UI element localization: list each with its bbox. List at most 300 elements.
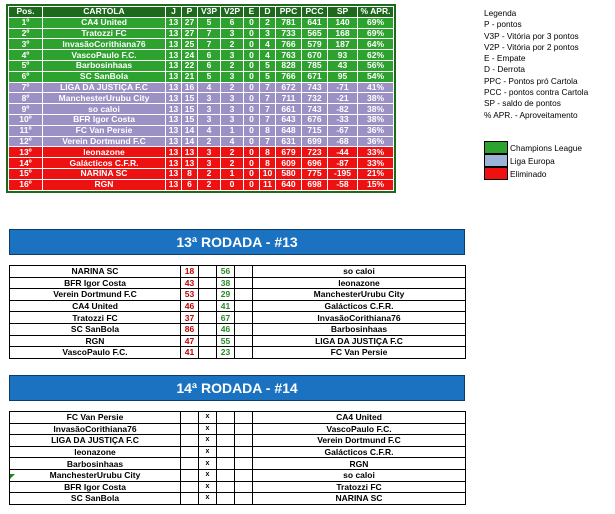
header-v3p: V3P [198,7,221,18]
standings-cell-v2p: 6 [221,17,244,28]
standings-cell-pos: 10º [9,114,43,125]
score-gap [235,493,253,505]
round13-body [10,266,466,359]
match-row [10,323,466,335]
away-team: leonazone [253,277,466,289]
europa-swatch [484,154,508,167]
standings-cell-v2p: 3 [221,93,244,104]
header-pcc: PCC [302,7,328,18]
standings-row [9,50,394,61]
home-team: InvasãoCorithiana76 [10,423,181,435]
standings-cell-j: 13 [166,50,182,61]
standings-cell-v2p: 3 [221,104,244,115]
standings-cell-v2p: 0 [221,179,244,190]
standings-cell-e: 0 [244,50,260,61]
score-gap [235,446,253,458]
standings-cell-sp: -195 [328,168,358,179]
header-pos: Pos. [9,7,43,18]
standings-cell-apr: 36% [358,136,394,147]
standings-cell-pos: 2º [9,28,43,39]
match-row [10,335,466,347]
standings-cell-apr: 15% [358,179,394,190]
home-team: LIGA DA JUSTIÇA F.C [10,435,181,447]
home-score: 18 [181,266,199,278]
away-team: VascoPaulo F.C. [253,423,466,435]
standings-cell-ppc: 643 [276,114,302,125]
standings-cell-team: ManchesterUrubu City [43,93,166,104]
away-score: 29 [217,289,235,301]
standings-cell-pos: 4º [9,50,43,61]
standings-cell-d: 7 [260,136,276,147]
versus-separator: x [199,423,217,435]
standings-cell-pcc: 670 [302,50,328,61]
legend-line: PCC - pontos contra Cartola [484,87,589,98]
match-row [10,493,466,505]
away-score: 67 [217,312,235,324]
score-gap [199,300,217,312]
home-score: 41 [181,347,199,359]
standings-cell-d: 8 [260,158,276,169]
away-score: 38 [217,277,235,289]
home-score [181,481,199,493]
home-score: 53 [181,289,199,301]
standings-cell-p: 8 [182,168,198,179]
standings-cell-d: 4 [260,39,276,50]
standings-cell-p: 16 [182,82,198,93]
standings-body [9,17,394,190]
standings-cell-d: 5 [260,71,276,82]
home-team: FC Van Persie [10,412,181,424]
standings-cell-ppc: 711 [276,93,302,104]
standings-cell-pcc: 676 [302,114,328,125]
away-score [217,446,235,458]
standings-cell-v2p: 1 [221,125,244,136]
standings-cell-sp: -33 [328,114,358,125]
header-p: P [182,7,198,18]
standings-cell-ppc: 580 [276,168,302,179]
standings-cell-sp: -21 [328,93,358,104]
standings-cell-team: so caloi [43,104,166,115]
standings-cell-sp: -44 [328,147,358,158]
score-gap [235,266,253,278]
standings-cell-j: 13 [166,125,182,136]
round14-table [9,411,466,505]
champions-swatch [484,141,508,154]
standings-cell-v3p: 4 [198,82,221,93]
home-team: CA4 United [10,300,181,312]
match-row [10,412,466,424]
standings-cell-pcc: 743 [302,82,328,93]
standings-cell-d: 2 [260,17,276,28]
standings-cell-ppc: 631 [276,136,302,147]
away-score [217,493,235,505]
standings-cell-v2p: 1 [221,168,244,179]
zone-europa [484,154,582,167]
standings-row [9,114,394,125]
eliminated-swatch [484,167,508,180]
standings-cell-v3p: 3 [198,147,221,158]
standings-cell-v3p: 5 [198,71,221,82]
away-team: so caloi [253,266,466,278]
standings-cell-p: 6 [182,179,198,190]
standings-cell-p: 13 [182,158,198,169]
standings-cell-e: 0 [244,17,260,28]
round13-banner: 13ª RODADA - #13 [9,229,465,255]
standings-cell-j: 13 [166,28,182,39]
score-gap [199,289,217,301]
home-team: Tratozzi FC [10,312,181,324]
standings-cell-j: 13 [166,17,182,28]
standings-cell-apr: 36% [358,125,394,136]
standings-cell-j: 13 [166,104,182,115]
legend-line: V3P - Vitória por 3 pontos [484,30,579,41]
standings-cell-v3p: 6 [198,50,221,61]
match-row [10,266,466,278]
versus-separator: x [199,469,217,481]
standings-cell-d: 3 [260,28,276,39]
header-cartola: CARTOLA [43,7,166,18]
home-score: 43 [181,277,199,289]
legend-line: SP - saldo de pontos [484,98,561,109]
standings-cell-e: 0 [244,82,260,93]
home-team: Barbosinhaas [10,458,181,470]
standings-cell-pos: 3º [9,39,43,50]
score-gap [235,323,253,335]
standings-row [9,28,394,39]
home-score [181,493,199,505]
away-score [217,435,235,447]
standings-cell-e: 0 [244,136,260,147]
standings-cell-v2p: 2 [221,158,244,169]
away-team: Galácticos C.F.R. [253,300,466,312]
standings-cell-sp: 43 [328,60,358,71]
standings-cell-ppc: 661 [276,104,302,115]
score-gap [235,335,253,347]
header-apr: % APR. [358,7,394,18]
away-score: 41 [217,300,235,312]
standings-cell-sp: 168 [328,28,358,39]
header-d: D [260,7,276,18]
home-score [181,435,199,447]
standings-row [9,136,394,147]
standings-cell-sp: 187 [328,39,358,50]
standings-cell-p: 27 [182,28,198,39]
score-gap [235,347,253,359]
standings-cell-p: 21 [182,71,198,82]
header-sp: SP [328,7,358,18]
away-score [217,458,235,470]
standings-cell-apr: 38% [358,104,394,115]
away-team: Galácticos C.F.R. [253,446,466,458]
standings-cell-pos: 12º [9,136,43,147]
home-team: leonazone [10,446,181,458]
standings-cell-e: 0 [244,71,260,82]
standings-cell-j: 13 [166,114,182,125]
match-row [10,277,466,289]
away-team: RGN [253,458,466,470]
legend-line: D - Derrota [484,64,526,75]
standings-cell-v2p: 2 [221,39,244,50]
standings-cell-pcc: 785 [302,60,328,71]
standings-table [8,6,394,191]
score-gap [235,435,253,447]
standings-cell-team: leonazone [43,147,166,158]
standings-cell-v2p: 3 [221,28,244,39]
standings-cell-p: 15 [182,104,198,115]
legend-title: Legenda [484,8,517,18]
standings-cell-pcc: 699 [302,136,328,147]
score-gap [199,277,217,289]
standings-cell-j: 13 [166,168,182,179]
score-gap [235,289,253,301]
standings-cell-apr: 38% [358,114,394,125]
match-row [10,458,466,470]
standings-cell-v3p: 4 [198,125,221,136]
home-score: 47 [181,335,199,347]
standings-cell-v2p: 2 [221,147,244,158]
standings-cell-v3p: 2 [198,179,221,190]
away-score: 46 [217,323,235,335]
home-team: Verein Dortmund F.C [10,289,181,301]
standings-cell-v3p: 3 [198,93,221,104]
standings-cell-j: 13 [166,71,182,82]
standings-cell-ppc: 672 [276,82,302,93]
versus-separator: x [199,458,217,470]
standings-cell-ppc: 763 [276,50,302,61]
away-team: Barbosinhaas [253,323,466,335]
standings-cell-v3p: 2 [198,168,221,179]
standings-cell-team: Verein Dortmund F.C [43,136,166,147]
standings-row [9,168,394,179]
standings-cell-e: 0 [244,158,260,169]
match-row [10,435,466,447]
standings-cell-j: 13 [166,136,182,147]
standings-cell-pos: 7º [9,82,43,93]
standings-cell-p: 22 [182,60,198,71]
standings-cell-sp: 95 [328,71,358,82]
standings-cell-e: 0 [244,60,260,71]
zone-label: Eliminado [510,168,547,179]
score-gap [199,323,217,335]
standings-cell-apr: 33% [358,147,394,158]
score-gap [199,266,217,278]
standings-cell-pcc: 641 [302,17,328,28]
standings-cell-e: 0 [244,114,260,125]
away-score: 23 [217,347,235,359]
standings-cell-apr: 54% [358,71,394,82]
standings-cell-pos: 16º [9,179,43,190]
home-team: NARINA SC [10,266,181,278]
home-team: VascoPaulo F.C. [10,347,181,359]
legend-line: PPC - Pontos pró Cartola [484,75,578,86]
standings-cell-e: 0 [244,28,260,39]
standings-cell-v2p: 3 [221,50,244,61]
legend [484,8,612,121]
header-e: E [244,7,260,18]
standings-cell-pos: 15º [9,168,43,179]
score-gap [235,469,253,481]
standings-cell-e: 0 [244,39,260,50]
standings-row [9,17,394,28]
standings-cell-team: Tratozzi FC [43,28,166,39]
home-team: ManchesterUrubu City [10,469,181,481]
standings-cell-apr: 64% [358,39,394,50]
standings-cell-d: 10 [260,168,276,179]
standings-cell-d: 5 [260,60,276,71]
standings-cell-apr: 56% [358,60,394,71]
versus-separator: x [199,481,217,493]
standings-cell-apr: 41% [358,82,394,93]
away-score [217,412,235,424]
standings-cell-apr: 69% [358,28,394,39]
standings-cell-pcc: 579 [302,39,328,50]
standings-cell-apr: 62% [358,50,394,61]
away-team: ManchesterUrubu City [253,289,466,301]
standings-cell-pcc: 732 [302,93,328,104]
standings-cell-v3p: 7 [198,39,221,50]
standings-cell-sp: -87 [328,158,358,169]
match-row [10,300,466,312]
score-gap [235,423,253,435]
standings-cell-pos: 11º [9,125,43,136]
legend-line: % APR. - Aproveitamento [484,109,578,120]
away-team: Tratozzi FC [253,481,466,493]
home-score: 46 [181,300,199,312]
score-gap [235,481,253,493]
standings-cell-team: InvasãoCorithiana76 [43,39,166,50]
standings-cell-v2p: 4 [221,136,244,147]
standings-cell-e: 0 [244,147,260,158]
legend-line: E - Empate [484,53,526,64]
standings-cell-ppc: 648 [276,125,302,136]
standings-cell-team: VascoPaulo F.C. [43,50,166,61]
standings-cell-sp: 140 [328,17,358,28]
standings-header-row [9,7,394,18]
standings-cell-ppc: 828 [276,60,302,71]
standings-cell-pcc: 743 [302,104,328,115]
score-gap [199,335,217,347]
standings-cell-d: 7 [260,93,276,104]
standings-cell-p: 24 [182,50,198,61]
standings-cell-ppc: 781 [276,17,302,28]
standings-cell-p: 27 [182,17,198,28]
standings-cell-j: 13 [166,158,182,169]
standings-cell-apr: 21% [358,168,394,179]
cell-comment-marker [10,474,15,479]
standings-cell-ppc: 609 [276,158,302,169]
versus-separator: x [199,493,217,505]
legend-line: V2P - Vitória por 2 pontos [484,41,579,52]
standings-cell-team: Galácticos C.F.R. [43,158,166,169]
home-team: SC SanBola [10,323,181,335]
zone-champions [484,141,582,154]
away-score [217,423,235,435]
standings-cell-ppc: 679 [276,147,302,158]
home-score [181,423,199,435]
away-team: FC Van Persie [253,347,466,359]
standings-cell-v3p: 6 [198,60,221,71]
standings-cell-team: FC Van Persie [43,125,166,136]
home-score: 86 [181,323,199,335]
away-team: so caloi [253,469,466,481]
round14-banner: 14ª RODADA - #14 [9,375,465,401]
standings-cell-p: 14 [182,125,198,136]
standings-cell-p: 15 [182,114,198,125]
standings-cell-pos: 1º [9,17,43,28]
standings-cell-v2p: 2 [221,82,244,93]
away-score: 56 [217,266,235,278]
standings-cell-pos: 14º [9,158,43,169]
standings-cell-v3p: 3 [198,158,221,169]
standings-cell-d: 8 [260,147,276,158]
away-team: NARINA SC [253,493,466,505]
score-gap [235,458,253,470]
standings-row [9,147,394,158]
standings-cell-j: 13 [166,82,182,93]
home-score [181,458,199,470]
standings-cell-v3p: 2 [198,136,221,147]
round14-body [10,412,466,505]
standings-cell-e: 0 [244,93,260,104]
versus-separator: x [199,435,217,447]
standings-cell-e: 0 [244,125,260,136]
match-row [10,446,466,458]
away-score: 55 [217,335,235,347]
standings-cell-apr: 33% [358,158,394,169]
standings-cell-v3p: 3 [198,104,221,115]
standings-cell-team: BFR Igor Costa [43,114,166,125]
standings-cell-pcc: 715 [302,125,328,136]
away-team: CA4 United [253,412,466,424]
standings-cell-team: CA4 United [43,17,166,28]
standings-row [9,93,394,104]
score-gap [235,300,253,312]
standings-cell-sp: -67 [328,125,358,136]
away-score [217,481,235,493]
home-team: BFR Igor Costa [10,481,181,493]
score-gap [199,347,217,359]
standings-cell-pos: 13º [9,147,43,158]
standings-cell-j: 13 [166,179,182,190]
standings-row [9,71,394,82]
home-score: 37 [181,312,199,324]
versus-separator: x [199,446,217,458]
home-team: RGN [10,335,181,347]
header-j: J [166,7,182,18]
standings-row [9,125,394,136]
match-row [10,312,466,324]
standings-cell-d: 4 [260,50,276,61]
standings-cell-ppc: 733 [276,28,302,39]
match-row [10,289,466,301]
match-row [10,469,466,481]
standings-cell-p: 15 [182,93,198,104]
score-gap [199,312,217,324]
score-gap [235,312,253,324]
standings-cell-sp: -71 [328,82,358,93]
away-team: LIGA DA JUSTIÇA F.C [253,335,466,347]
standings-cell-e: 0 [244,104,260,115]
standings-cell-d: 8 [260,125,276,136]
header-ppc: PPC [276,7,302,18]
away-team: Verein Dortmund F.C [253,435,466,447]
standings-cell-j: 13 [166,60,182,71]
versus-separator: x [199,412,217,424]
standings-cell-sp: -82 [328,104,358,115]
standings-cell-e: 0 [244,179,260,190]
round13-table [9,265,466,359]
standings-cell-pcc: 698 [302,179,328,190]
